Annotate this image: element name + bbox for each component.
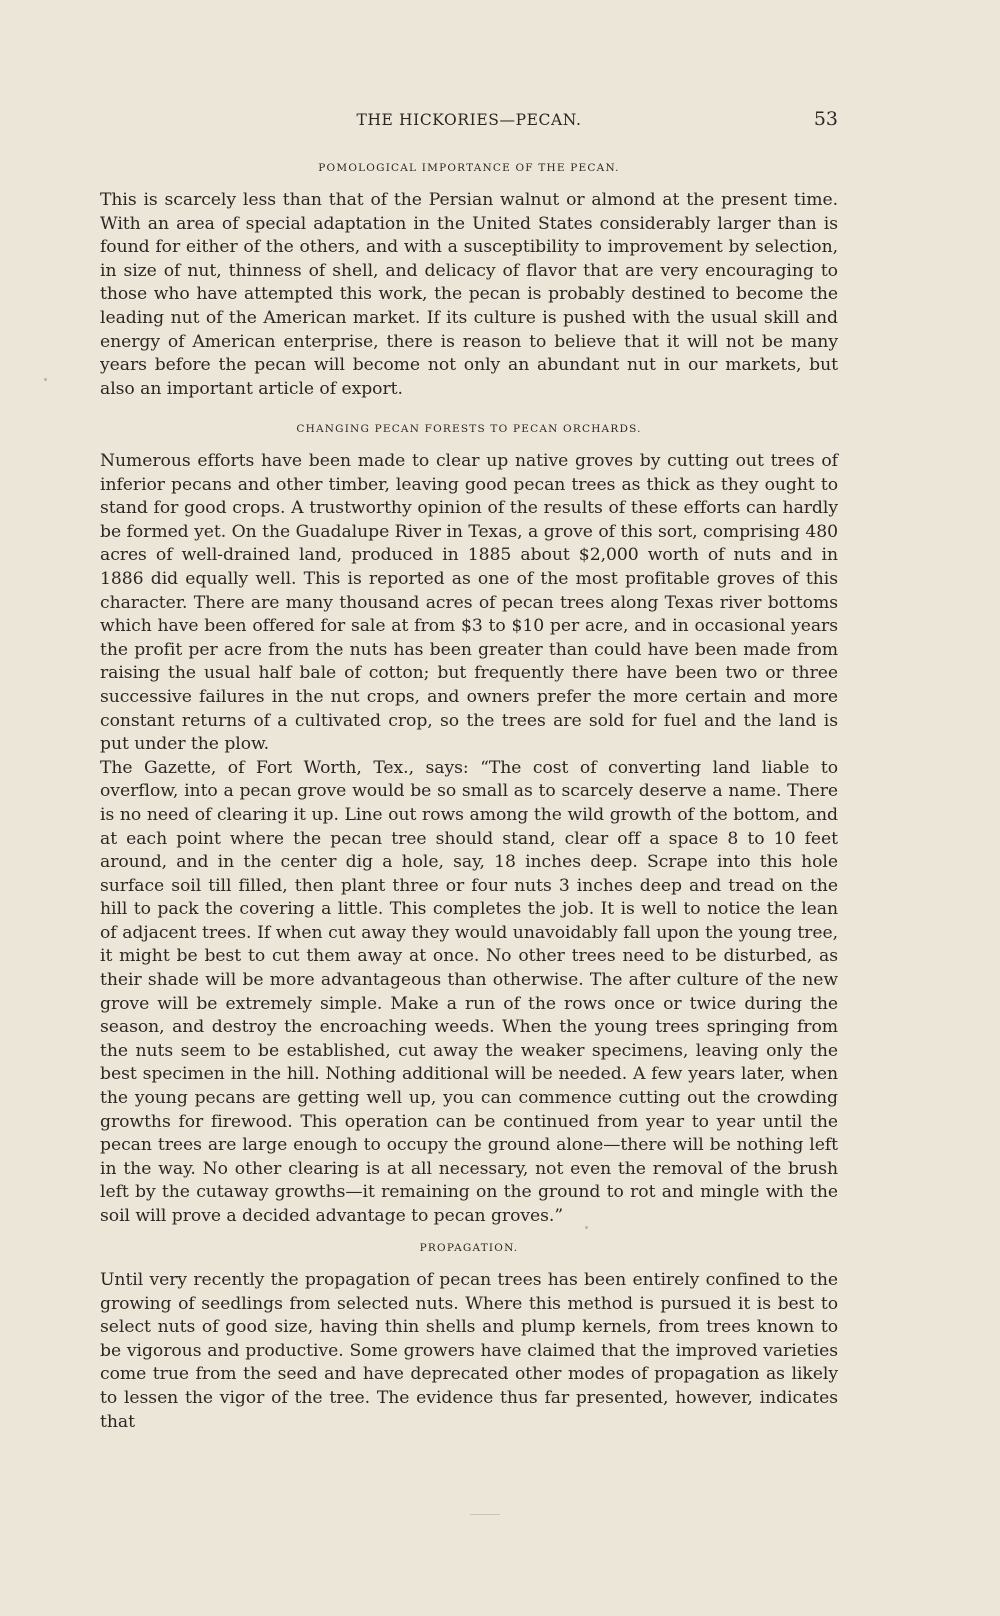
paper-speck — [44, 378, 47, 381]
paper-speck — [470, 1514, 500, 1515]
section-heading: PROPAGATION. — [419, 1242, 519, 1254]
running-head: THE HICKORIES—PECAN. — [356, 111, 582, 129]
paper-speck — [585, 1226, 588, 1229]
section-changing-forests — [100, 423, 838, 1229]
paragraph: This is scarcely less than that of the Persian walnut or almond at the present time. With an area of special adaptation in the United States considerably larger than is found for either of the others, and with a susceptibility to improvement by selection, in size of nut, thinness of shell, and delicacy of flavor that are very encouraging to those who have attempted this work, the pecan is probably destined to become the leading nut of the American market. If its culture is pushed with the usual skill and energy of American enterprise, there is reason to believe that it will not be many years before the pecan will become not only an abundant nut in our markets, but also an important article of export. — [100, 190, 838, 399]
section-heading: CHANGING PECAN FORESTS TO PECAN ORCHARDS. — [296, 423, 642, 435]
paragraph: The Gazette, of Fort Worth, Tex., says: “The cost of converting land liable to overflow, into a pecan grove would be so small as to scarcely deserve a name. There is no need of clearing it up. Line out rows among the wild growth of the bottom, and at each point where the pecan tree should stand, clear off a space 8 to 10 feet around, and in the center dig a hole, say, 18 inches deep. Scrape into this hole surface soil till filled, then plant three or four nuts 3 inches deep and tread on the hill to pack the covering a little. This completes the job. It is well to notice the lean of adjacent trees. If when cut away they would unavoidably fall upon the young tree, it might be best to cut them away at once. No other trees need to be disturbed, as their shade will be more advantageous than otherwise. The after culture of the new grove will be extremely simple. Make a run of the rows once or twice during the season, and destroy the encroaching weeds. When the young trees springing from the nuts seem to be established, cut away the weaker specimens, leaving only the best specimen in the hill. Nothing additional will be needed. A few years later, when the young pecans are getting well up, you can commence cutting out the crowding growths for firewood. This operation can be continued from year to year until the pecan trees are large enough to occupy the ground alone—there will be nothing left in the way. No other clearing is at all necessary, not even the removal of the brush left by the cutaway growths—it remaining on the ground to rot and mingle with the soil will prove a decided advantage to pecan groves.” — [100, 757, 838, 1226]
paragraph: Numerous efforts have been made to clear up native groves by cutting out trees of inferior pecans and other timber, leaving good pecan trees as thick as they ought to stand for good crops. A trustworthy opinion of the results of these efforts can hardly be formed yet. On the Guadalupe River in Texas, a grove of this sort, comprising 480 acres of well-drained land, produced in 1885 about $2,000 worth of nuts and in 1886 did equally well. This is reported as one of the most profitable groves of this character. There are many thousand acres of pecan trees along Texas river bottoms which have been offered for sale at from $3 to $10 per acre, and in occasional years the profit per acre from the nuts has been greater than could have been made from raising the usual half bale of cotton; but frequently there have been two or three successive failures in the nut crops, and owners prefer the more certain and more constant returns of a cultivated crop, so the trees are sold for fuel and the land is put under the plow. — [100, 451, 838, 755]
page-header — [100, 108, 838, 134]
section-propagation — [100, 1242, 838, 1434]
page-number: 53 — [813, 108, 838, 130]
section-heading: POMOLOGICAL IMPORTANCE OF THE PECAN. — [318, 162, 620, 174]
section-pomological-importance — [100, 162, 838, 401]
paragraph: Until very recently the propagation of pecan trees has been entirely confined to the growing of seedlings from selected nuts. Where this method is pursued it is best to select nuts of good size, having thin shells and plump kernels, from trees known to be vigorous and productive. Some growers have claimed that the improved varieties come true from the seed and have deprecated other modes of propagation as likely to lessen the vigor of the tree. The evidence thus far presented, however, indicates that — [100, 1270, 838, 1432]
